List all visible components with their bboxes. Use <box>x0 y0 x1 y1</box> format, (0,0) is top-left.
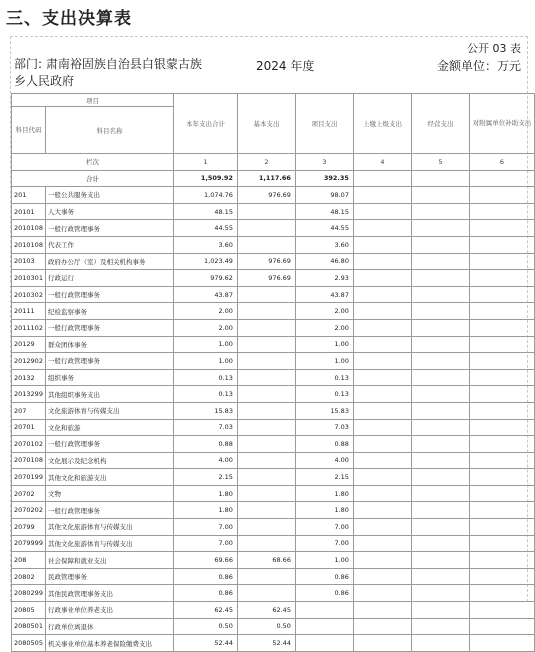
row-basic: 52.44 <box>237 635 295 652</box>
row-basic <box>237 319 295 336</box>
department-name: 部门: 肃南裕固族自治县白银蒙古族乡人民政府 <box>14 57 202 88</box>
row-subsidy <box>469 502 534 519</box>
row-upper <box>353 452 411 469</box>
row-total: 52.44 <box>173 635 237 652</box>
row-code: 2070199 <box>12 469 46 486</box>
row-basic <box>237 436 295 453</box>
row-business <box>411 535 469 552</box>
total-subsidy <box>469 170 534 187</box>
row-upper <box>353 502 411 519</box>
row-subsidy <box>469 552 534 569</box>
row-upper <box>353 535 411 552</box>
row-business <box>411 336 469 353</box>
row-basic <box>237 402 295 419</box>
row-total: 2.15 <box>173 469 237 486</box>
total-amount: 1,509.92 <box>173 170 237 187</box>
row-upper <box>353 353 411 370</box>
row-business <box>411 485 469 502</box>
row-project <box>295 618 353 635</box>
row-upper <box>353 635 411 652</box>
row-business <box>411 236 469 253</box>
row-business <box>411 303 469 320</box>
row-basic: 976.69 <box>237 270 295 287</box>
row-total: 0.13 <box>173 369 237 386</box>
row-subsidy <box>469 519 534 536</box>
row-business <box>411 253 469 270</box>
row-basic: 976.69 <box>237 253 295 270</box>
table-row <box>12 568 535 585</box>
row-name: 其他文化和旅游支出 <box>45 469 173 486</box>
row-code: 20111 <box>12 303 46 320</box>
table-row <box>12 303 535 320</box>
row-total: 1.80 <box>173 485 237 502</box>
row-project: 0.13 <box>295 386 353 403</box>
row-upper <box>353 220 411 237</box>
row-subsidy <box>469 419 534 436</box>
row-upper <box>353 336 411 353</box>
index-cell: 1 <box>173 154 237 171</box>
row-upper <box>353 469 411 486</box>
row-total: 0.50 <box>173 618 237 635</box>
row-code: 2070202 <box>12 502 46 519</box>
row-code: 20132 <box>12 369 46 386</box>
report-header <box>12 56 523 92</box>
row-business <box>411 419 469 436</box>
row-upper <box>353 419 411 436</box>
row-total: 1.00 <box>173 353 237 370</box>
total-business <box>411 170 469 187</box>
row-subsidy <box>469 369 534 386</box>
row-total: 7.00 <box>173 519 237 536</box>
row-business <box>411 402 469 419</box>
header-item: 项目 <box>12 94 174 107</box>
row-basic <box>237 452 295 469</box>
row-upper <box>353 187 411 204</box>
row-basic: 0.50 <box>237 618 295 635</box>
row-project: 1.00 <box>295 353 353 370</box>
total-row <box>12 170 535 187</box>
row-upper <box>353 585 411 602</box>
row-business <box>411 519 469 536</box>
row-project: 7.00 <box>295 519 353 536</box>
row-subsidy <box>469 618 534 635</box>
row-name: 纪检监察事务 <box>45 303 173 320</box>
row-code: 2010301 <box>12 270 46 287</box>
row-code: 201 <box>12 187 46 204</box>
row-upper <box>353 319 411 336</box>
row-upper <box>353 485 411 502</box>
row-upper <box>353 386 411 403</box>
table-row <box>12 635 535 652</box>
row-subsidy <box>469 402 534 419</box>
index-cell: 3 <box>295 154 353 171</box>
table-row <box>12 286 535 303</box>
row-code: 2080505 <box>12 635 46 652</box>
row-subsidy <box>469 270 534 287</box>
row-project: 0.13 <box>295 369 353 386</box>
row-business <box>411 203 469 220</box>
row-name: 其他文化旅游体育与传媒支出 <box>45 535 173 552</box>
row-project: 2.00 <box>295 319 353 336</box>
row-total: 1.00 <box>173 336 237 353</box>
row-code: 2013299 <box>12 386 46 403</box>
page-title: 三、支出决算表 <box>6 9 132 29</box>
row-upper <box>353 253 411 270</box>
row-name: 一般行政管理事务 <box>45 502 173 519</box>
row-business <box>411 552 469 569</box>
row-code: 2070102 <box>12 436 46 453</box>
row-name: 人大事务 <box>45 203 173 220</box>
row-subsidy <box>469 635 534 652</box>
row-basic: 68.66 <box>237 552 295 569</box>
row-name: 行政单位离退休 <box>45 618 173 635</box>
row-business <box>411 452 469 469</box>
row-project: 0.86 <box>295 585 353 602</box>
table-row <box>12 436 535 453</box>
row-code: 2079999 <box>12 535 46 552</box>
table-row <box>12 187 535 204</box>
row-business <box>411 635 469 652</box>
row-basic <box>237 419 295 436</box>
row-basic <box>237 568 295 585</box>
row-subsidy <box>469 336 534 353</box>
row-project <box>295 602 353 619</box>
row-total: 2.00 <box>173 319 237 336</box>
row-project: 44.55 <box>295 220 353 237</box>
row-subsidy <box>469 452 534 469</box>
row-total: 4.00 <box>173 452 237 469</box>
header-upper: 上缴上级支出 <box>353 94 411 154</box>
row-basic <box>237 369 295 386</box>
row-total: 2.00 <box>173 303 237 320</box>
table-row <box>12 336 535 353</box>
row-name: 组织事务 <box>45 369 173 386</box>
expenditure-table <box>11 93 535 652</box>
row-business <box>411 502 469 519</box>
row-subsidy <box>469 187 534 204</box>
row-total: 0.88 <box>173 436 237 453</box>
table-row <box>12 203 535 220</box>
row-total: 0.86 <box>173 585 237 602</box>
row-business <box>411 270 469 287</box>
row-name: 代表工作 <box>45 236 173 253</box>
row-upper <box>353 568 411 585</box>
row-subsidy <box>469 485 534 502</box>
row-name: 机关事业单位基本养老保险缴费支出 <box>45 635 173 652</box>
index-cell: 5 <box>411 154 469 171</box>
index-cell: 6 <box>469 154 534 171</box>
row-project: 46.80 <box>295 253 353 270</box>
row-business <box>411 585 469 602</box>
table-row <box>12 419 535 436</box>
index-cell: 2 <box>237 154 295 171</box>
row-upper <box>353 552 411 569</box>
row-project <box>295 635 353 652</box>
table-row <box>12 602 535 619</box>
table-row <box>12 469 535 486</box>
row-code: 2010108 <box>12 220 46 237</box>
row-basic <box>237 286 295 303</box>
row-project: 7.03 <box>295 419 353 436</box>
row-basic <box>237 336 295 353</box>
row-code: 2080299 <box>12 585 46 602</box>
row-code: 20129 <box>12 336 46 353</box>
table-row <box>12 552 535 569</box>
table-row <box>12 270 535 287</box>
row-name: 社会保障和就业支出 <box>45 552 173 569</box>
row-name: 其他组织事务支出 <box>45 386 173 403</box>
row-name: 其他文化旅游体育与传媒支出 <box>45 519 173 536</box>
row-subsidy <box>469 436 534 453</box>
table-row <box>12 452 535 469</box>
row-total: 69.66 <box>173 552 237 569</box>
row-business <box>411 220 469 237</box>
row-total: 48.15 <box>173 203 237 220</box>
row-project: 1.80 <box>295 485 353 502</box>
total-basic: 1,117.66 <box>237 170 295 187</box>
header-subsidy: 对附属单位补助支出 <box>469 94 534 154</box>
row-name: 一般行政管理事务 <box>45 220 173 237</box>
row-name: 一般行政管理事务 <box>45 286 173 303</box>
table-row <box>12 236 535 253</box>
row-total: 3.60 <box>173 236 237 253</box>
header-name: 科目名称 <box>45 107 173 154</box>
row-upper <box>353 369 411 386</box>
header-total: 本年支出合计 <box>173 94 237 154</box>
row-business <box>411 602 469 619</box>
row-name: 文化展示及纪念机构 <box>45 452 173 469</box>
row-basic: 976.69 <box>237 187 295 204</box>
row-project: 98.07 <box>295 187 353 204</box>
row-basic <box>237 469 295 486</box>
row-upper <box>353 270 411 287</box>
row-project: 2.93 <box>295 270 353 287</box>
row-subsidy <box>469 203 534 220</box>
row-upper <box>353 618 411 635</box>
row-project: 7.00 <box>295 535 353 552</box>
table-row <box>12 535 535 552</box>
row-code: 2080501 <box>12 618 46 635</box>
row-project: 4.00 <box>295 452 353 469</box>
row-upper <box>353 236 411 253</box>
index-cell: 4 <box>353 154 411 171</box>
row-upper <box>353 402 411 419</box>
row-total: 62.45 <box>173 602 237 619</box>
table-body <box>12 154 535 652</box>
row-name: 其他民政管理事务支出 <box>45 585 173 602</box>
row-business <box>411 386 469 403</box>
row-basic <box>237 203 295 220</box>
row-total: 979.62 <box>173 270 237 287</box>
table-row <box>12 485 535 502</box>
header-basic: 基本支出 <box>237 94 295 154</box>
row-project: 2.15 <box>295 469 353 486</box>
row-basic <box>237 303 295 320</box>
row-total: 1.80 <box>173 502 237 519</box>
row-business <box>411 369 469 386</box>
row-name: 群众团体事务 <box>45 336 173 353</box>
row-total: 0.86 <box>173 568 237 585</box>
total-upper <box>353 170 411 187</box>
total-label: 合计 <box>12 170 174 187</box>
table-row <box>12 402 535 419</box>
row-code: 2010108 <box>12 236 46 253</box>
row-total: 0.13 <box>173 386 237 403</box>
row-name: 文物 <box>45 485 173 502</box>
row-basic <box>237 502 295 519</box>
row-name: 文化旅游体育与传媒支出 <box>45 402 173 419</box>
row-project: 43.87 <box>295 286 353 303</box>
row-code: 20701 <box>12 419 46 436</box>
row-basic <box>237 353 295 370</box>
row-name: 行政运行 <box>45 270 173 287</box>
row-project: 1.80 <box>295 502 353 519</box>
row-business <box>411 436 469 453</box>
header-business: 经营支出 <box>411 94 469 154</box>
row-code: 20805 <box>12 602 46 619</box>
table-row <box>12 502 535 519</box>
report-year: 2024 年度 <box>256 59 315 73</box>
row-total: 7.03 <box>173 419 237 436</box>
table-row <box>12 519 535 536</box>
row-business <box>411 618 469 635</box>
row-business <box>411 187 469 204</box>
table-number: 公开 03 表 <box>467 42 521 55</box>
row-total: 1,074.76 <box>173 187 237 204</box>
table-row <box>12 220 535 237</box>
row-name: 一般行政管理事务 <box>45 436 173 453</box>
row-upper <box>353 519 411 536</box>
row-project: 0.86 <box>295 568 353 585</box>
row-subsidy <box>469 236 534 253</box>
row-basic <box>237 236 295 253</box>
row-total: 7.00 <box>173 535 237 552</box>
row-upper <box>353 286 411 303</box>
row-project: 2.00 <box>295 303 353 320</box>
row-code: 2012902 <box>12 353 46 370</box>
row-basic <box>237 585 295 602</box>
row-name: 文化和旅游 <box>45 419 173 436</box>
row-name: 一般行政管理事务 <box>45 353 173 370</box>
row-basic: 62.45 <box>237 602 295 619</box>
row-project: 3.60 <box>295 236 353 253</box>
row-project: 0.88 <box>295 436 353 453</box>
row-subsidy <box>469 386 534 403</box>
row-subsidy <box>469 319 534 336</box>
row-total: 43.87 <box>173 286 237 303</box>
row-subsidy <box>469 469 534 486</box>
table-row <box>12 353 535 370</box>
row-upper <box>353 303 411 320</box>
header-code: 科目代码 <box>12 107 46 154</box>
row-upper <box>353 602 411 619</box>
table-row <box>12 253 535 270</box>
row-subsidy <box>469 303 534 320</box>
row-project: 15.83 <box>295 402 353 419</box>
row-subsidy <box>469 353 534 370</box>
amount-unit: 金额单位：万元 <box>436 59 521 73</box>
row-basic <box>237 220 295 237</box>
row-total: 44.55 <box>173 220 237 237</box>
row-basic <box>237 519 295 536</box>
row-code: 207 <box>12 402 46 419</box>
row-business <box>411 568 469 585</box>
row-business <box>411 469 469 486</box>
row-basic <box>237 485 295 502</box>
row-code: 2011102 <box>12 319 46 336</box>
row-subsidy <box>469 602 534 619</box>
row-basic <box>237 386 295 403</box>
table-row <box>12 618 535 635</box>
row-code: 20702 <box>12 485 46 502</box>
row-business <box>411 286 469 303</box>
row-code: 20103 <box>12 253 46 270</box>
row-code: 2010302 <box>12 286 46 303</box>
table-row <box>12 369 535 386</box>
row-upper <box>353 436 411 453</box>
index-label: 栏次 <box>12 154 174 171</box>
row-code: 208 <box>12 552 46 569</box>
row-name: 政府办公厅（室）及相关机构事务 <box>45 253 173 270</box>
row-basic <box>237 535 295 552</box>
row-project: 1.00 <box>295 336 353 353</box>
row-total: 15.83 <box>173 402 237 419</box>
row-code: 20802 <box>12 568 46 585</box>
row-name: 行政事业单位养老支出 <box>45 602 173 619</box>
row-upper <box>353 203 411 220</box>
row-name: 一般公共服务支出 <box>45 187 173 204</box>
row-name: 一般行政管理事务 <box>45 319 173 336</box>
row-subsidy <box>469 568 534 585</box>
row-business <box>411 353 469 370</box>
row-code: 20799 <box>12 519 46 536</box>
row-code: 2070108 <box>12 452 46 469</box>
row-subsidy <box>469 286 534 303</box>
header-project: 项目支出 <box>295 94 353 154</box>
row-business <box>411 319 469 336</box>
row-subsidy <box>469 220 534 237</box>
total-project: 392.35 <box>295 170 353 187</box>
row-name: 民政管理事务 <box>45 568 173 585</box>
table-row <box>12 319 535 336</box>
row-project: 48.15 <box>295 203 353 220</box>
row-code: 20101 <box>12 203 46 220</box>
row-subsidy <box>469 585 534 602</box>
row-project: 1.00 <box>295 552 353 569</box>
table-row <box>12 585 535 602</box>
table-row <box>12 386 535 403</box>
row-subsidy <box>469 535 534 552</box>
row-subsidy <box>469 253 534 270</box>
index-row <box>12 154 535 171</box>
row-total: 1,023.49 <box>173 253 237 270</box>
